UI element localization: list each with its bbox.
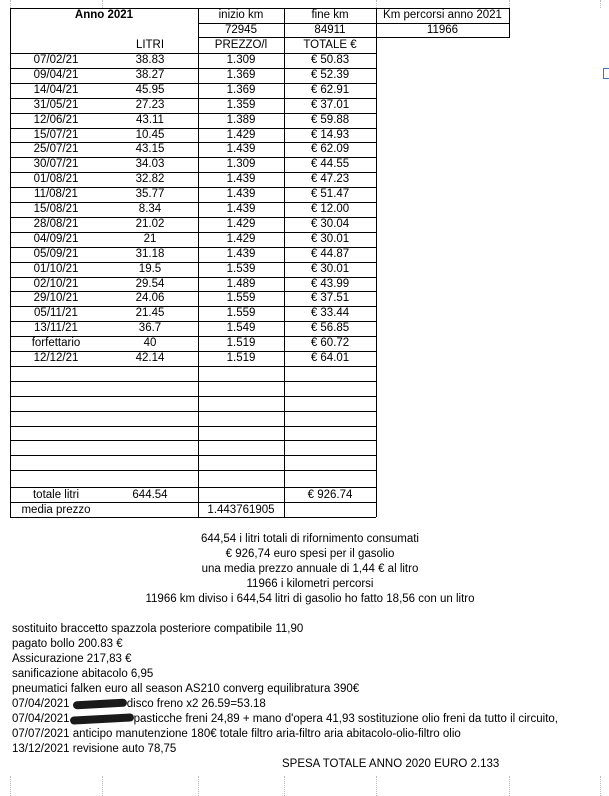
row-totale: € 64.01 [310,352,350,364]
row-date: 11/08/21 [34,188,78,200]
row-totale: € 62.91 [310,84,350,96]
gridline [10,0,11,8]
row-totale: € 60.72 [310,337,350,349]
fine-km-label: fine km [311,9,349,21]
note-line: pagato bollo 200.83 € [12,638,123,650]
totale-litri-label: totale litri [32,489,80,501]
row-date: 14/04/21 [33,84,79,96]
summary-line: una media prezzo annuale di 1,44 € al litro [201,563,419,575]
note-line: Assicurazione 217,83 € [12,653,132,665]
row-prezzo: 1.429 [226,233,256,245]
note-text: pasticche freni 24,89 + mano d'opera 41,93 sostituzione olio freni da tutto il circuito, [133,713,558,725]
note-line: 07/07/2021 anticipo manutenzione 180€ totale filtro aria-filtro aria abitacolo-olio-filtro olio [12,728,461,740]
row-litri: 38.83 [135,54,165,66]
row-prezzo: 1.439 [226,248,256,260]
row-date: 07/02/21 [33,54,79,66]
row-prezzo: 1.539 [226,263,256,275]
row-prezzo: 1.439 [226,143,256,155]
row-date: 15/08/21 [33,203,79,215]
row-totale: € 52.39 [310,69,350,81]
gridline [376,0,377,8]
row-prezzo: 1.439 [226,173,256,185]
gridline [600,0,601,8]
note-line: sostituito braccetto spazzola posteriore compatibile 11,90 [12,623,304,635]
row-date: 05/09/21 [33,248,79,260]
row-date: 01/08/21 [33,173,79,185]
row-border [10,455,376,456]
row-litri: 24.06 [135,292,165,304]
row-date: 12/06/21 [33,114,79,126]
row-date: 28/08/21 [33,218,79,230]
row-totale: € 37.51 [310,292,350,304]
row-litri: 38.27 [135,69,165,81]
row-prezzo: 1.429 [226,129,256,141]
row-date: 13/11/21 [34,322,78,334]
gridline [10,776,11,796]
row-totale: € 37.01 [310,99,350,111]
row-date: 01/10/21 [33,263,79,275]
gridline [284,776,285,796]
note-line: pneumatici falken euro all season AS210 converg equilibratura 390€ [12,683,360,695]
gridline [198,776,199,796]
row-litri: 27.23 [135,99,165,111]
row-border [10,470,376,471]
row-totale: € 30.01 [310,233,350,245]
row-prezzo: 1.519 [226,337,256,349]
row-litri: 21 [143,233,157,245]
row-totale: € 44.55 [310,158,350,170]
note-line: sanificazione abitacolo 6,95 [12,668,154,680]
row-date: forfettario [31,337,81,349]
media-prezzo-value: 1.443761905 [207,504,275,516]
row-litri: 29.54 [135,278,165,290]
gridline [102,776,103,796]
row-date: 05/11/21 [34,307,78,319]
column-header-prezzo: PREZZO/l [214,39,268,51]
row-border [10,411,376,412]
row-date: 04/09/21 [33,233,79,245]
table-border [509,8,510,38]
year-label: Anno 2021 [74,9,134,21]
note-line: 13/12/2021 revisione auto 78,75 [12,743,177,755]
row-litri: 36.7 [138,322,162,334]
note-date: 07/04/2021 [12,698,70,710]
row-prezzo: 1.389 [226,114,256,126]
media-prezzo-label: media prezzo [21,504,91,516]
row-totale: € 30.01 [310,263,350,275]
row-totale: € 14.93 [310,129,350,141]
inizio-km-label: inizio km [218,9,264,21]
row-prezzo: 1.489 [226,278,256,290]
row-totale: € 59.88 [310,114,350,126]
km-percorsi-label: Km percorsi anno 2021 [383,9,502,21]
row-border [10,440,376,441]
row-date: 31/05/21 [33,99,79,111]
row-litri: 45.95 [135,84,165,96]
row-prezzo: 1.309 [226,54,256,66]
table-border [376,8,377,517]
row-prezzo: 1.369 [226,84,256,96]
row-totale: € 62.09 [310,143,350,155]
row-totale: € 43.99 [310,278,350,290]
row-totale: € 44.87 [310,248,350,260]
table-border [376,37,509,38]
row-border [10,381,376,382]
row-litri: 34.03 [135,158,165,170]
row-litri: 21.45 [135,307,165,319]
redaction-mark [69,713,133,724]
row-border [10,396,376,397]
row-prezzo: 1.359 [226,99,256,111]
row-prezzo: 1.559 [226,307,256,319]
gridline [600,776,601,796]
row-litri: 32.82 [135,173,165,185]
summary-line: 11966 i kilometri percorsi [246,578,374,590]
column-header-totale: TOTALE € [303,39,357,51]
row-totale: € 30.04 [310,218,350,230]
totale-litri-value: 644.54 [132,489,168,501]
note-text: disco freno x2 26.59=53.18 [126,698,266,710]
gridline [509,0,510,8]
summary-line: € 926,74 euro spesi per il gasolio [225,548,395,560]
row-litri: 8.34 [138,203,162,215]
redaction-mark [73,699,127,710]
row-litri: 40 [143,337,157,349]
row-prezzo: 1.559 [226,292,256,304]
row-prezzo: 1.369 [226,69,256,81]
row-litri: 43.11 [136,114,164,126]
gridline [376,776,377,796]
row-prezzo: 1.439 [226,188,256,200]
row-prezzo: 1.519 [226,352,256,364]
row-date: 02/10/21 [33,278,79,290]
row-litri: 19.5 [138,263,162,275]
row-date: 25/07/21 [33,143,79,155]
row-date: 15/07/21 [33,129,79,141]
row-totale: € 51.47 [310,188,350,200]
row-date: 09/04/21 [33,69,79,81]
row-prezzo: 1.549 [226,322,256,334]
note-line [12,697,266,712]
summary-line: 644,54 i litri totali di rifornimento consumati [201,533,419,545]
row-litri: 10.45 [135,129,165,141]
row-totale: € 47.23 [310,173,350,185]
row-litri: 43.15 [135,143,165,155]
summary-line: 11966 km diviso i 644,54 litri di gasolio ho fatto 18,56 con un litro [145,593,475,605]
row-litri: 42.14 [135,352,165,364]
gridline [509,776,510,796]
row-prezzo: 1.429 [226,218,256,230]
row-date: 30/07/21 [33,158,79,170]
row-date: 29/10/21 [33,292,79,304]
row-litri: 31.18 [135,248,165,260]
row-totale: € 33.44 [310,307,350,319]
totale-euro-value: € 926.74 [307,489,353,501]
column-header-litri: LITRI [135,39,165,51]
km-percorsi-value: 11966 [426,24,459,36]
row-date: 12/12/21 [33,352,79,364]
row-totale: € 56.85 [310,322,350,334]
row-prezzo: 1.309 [226,158,256,170]
row-prezzo: 1.439 [226,203,256,215]
note-date: 07/04/2021 [12,713,70,725]
row-totale: € 50.83 [310,54,350,66]
note-line [12,712,558,727]
table-border [10,517,376,518]
inizio-km-value: 72945 [225,24,257,36]
fine-km-value: 84911 [314,24,346,36]
gridline [102,0,103,8]
row-litri: 35.77 [135,188,165,200]
row-border [10,426,376,427]
row-litri: 21.02 [135,218,165,230]
cell-cursor-marker[interactable] [603,68,609,79]
row-totale: € 12.00 [310,203,350,215]
annual-total: SPESA TOTALE ANNO 2020 EURO 2.133 [282,758,500,770]
row-border [10,366,376,367]
